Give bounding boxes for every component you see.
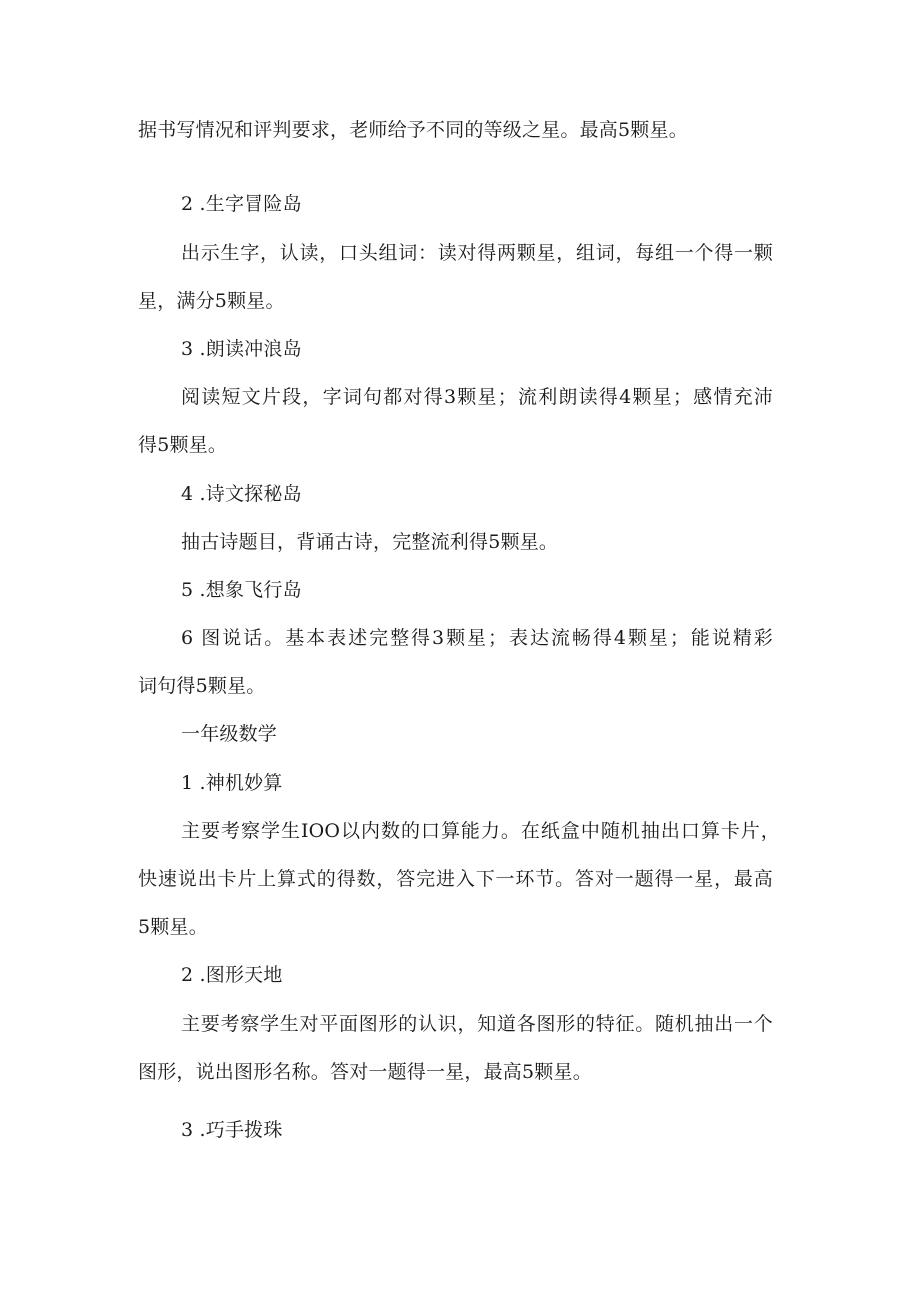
text-line-9: 抽古诗题目，背诵古诗，完整流利得5颗星。 <box>181 531 559 553</box>
text-line-17: 5颗星。 <box>138 916 208 938</box>
text-line-4: 星，满分5颗星。 <box>138 290 285 312</box>
section-heading-5: 5 .想象飞行岛 <box>181 579 302 601</box>
section-heading-1: 1 .神机妙算 <box>181 772 283 794</box>
text-line-19: 主要考察学生对平面图形的认识，知道各图形的特征。随机抽出一个 <box>181 1013 773 1035</box>
section-heading-4: 4 .诗文探秘岛 <box>181 483 302 505</box>
text-line-20: 图形，说出图形名称。答对一题得一星，最高5颗星。 <box>138 1061 592 1083</box>
section-heading-2b: 2 .图形天地 <box>181 964 283 986</box>
text-line-1: 据书写情况和评判要求，老师给予不同的等级之星。最高5颗星。 <box>138 119 688 141</box>
text-line-15: 主要考察学生IOO以内数的口算能力。在纸盒中随机抽出口算卡片， <box>181 820 780 842</box>
text-line-3: 出示生字，认读，口头组词：读对得两颗星，组词，每组一个得一颗 <box>181 242 773 264</box>
subject-heading: 一年级数学 <box>181 723 278 745</box>
section-heading-2: 2 .生字冒险岛 <box>181 193 302 215</box>
section-heading-3: 3 .朗读冲浪岛 <box>181 338 302 360</box>
text-line-11: 6 图说话。基本表述完整得3颗星；表达流畅得4颗星；能说精彩 <box>181 627 773 649</box>
text-line-12: 词句得5颗星。 <box>138 675 266 697</box>
text-line-7: 得5颗星。 <box>138 434 228 456</box>
section-heading-3b: 3 .巧手拨珠 <box>181 1119 283 1141</box>
text-line-16: 快速说出卡片上算式的得数，答完进入下一环节。答对一题得一星，最高 <box>138 868 773 890</box>
text-line-6: 阅读短文片段，字词句都对得3颗星；流利朗读得4颗星；感情充沛 <box>181 386 773 408</box>
